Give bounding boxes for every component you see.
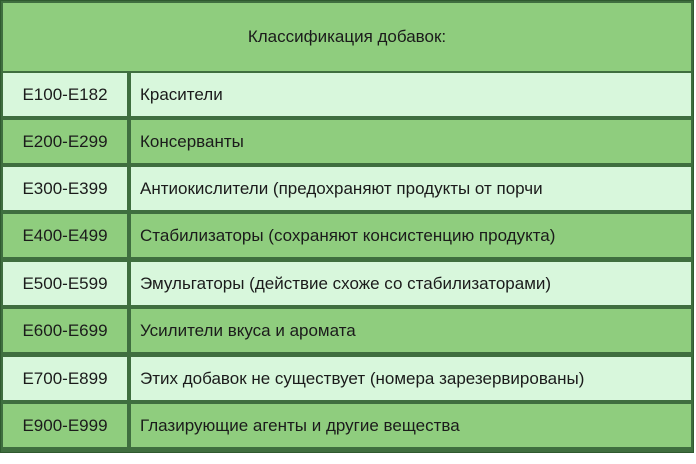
table-row <box>3 357 691 400</box>
e-code-cell: E100-E182 <box>3 73 127 116</box>
e-code-cell: E200-E299 <box>3 120 127 163</box>
description-cell: Красители <box>131 73 691 116</box>
table-row <box>3 214 691 257</box>
e-code-cell: E600-E699 <box>3 309 127 352</box>
e-code-cell: E300-E399 <box>3 167 127 210</box>
table-title: Классификация добавок: <box>3 3 691 71</box>
e-code-cell: E400-E499 <box>3 214 127 257</box>
table-row <box>3 73 691 116</box>
description-cell: Усилители вкуса и аромата <box>131 309 691 352</box>
description-cell: Консерванты <box>131 120 691 163</box>
description-cell: Глазирующие агенты и другие вещества <box>131 404 691 447</box>
e-code-cell: E700-E899 <box>3 357 127 400</box>
e-code-cell: E900-E999 <box>3 404 127 447</box>
e-code-cell: E500-E599 <box>3 262 127 305</box>
description-cell: Этих добавок не существует (номера зарезервированы) <box>131 357 691 400</box>
table-row <box>3 120 691 163</box>
table-row <box>3 167 691 210</box>
description-cell: Эмульгаторы (действие схоже со стабилизаторами) <box>131 262 691 305</box>
table-row <box>3 309 691 352</box>
table-row <box>3 262 691 305</box>
description-cell: Стабилизаторы (сохраняют консистенцию продукта) <box>131 214 691 257</box>
description-cell: Антиокислители (предохраняют продукты от порчи <box>131 167 691 210</box>
table-row <box>3 404 691 447</box>
